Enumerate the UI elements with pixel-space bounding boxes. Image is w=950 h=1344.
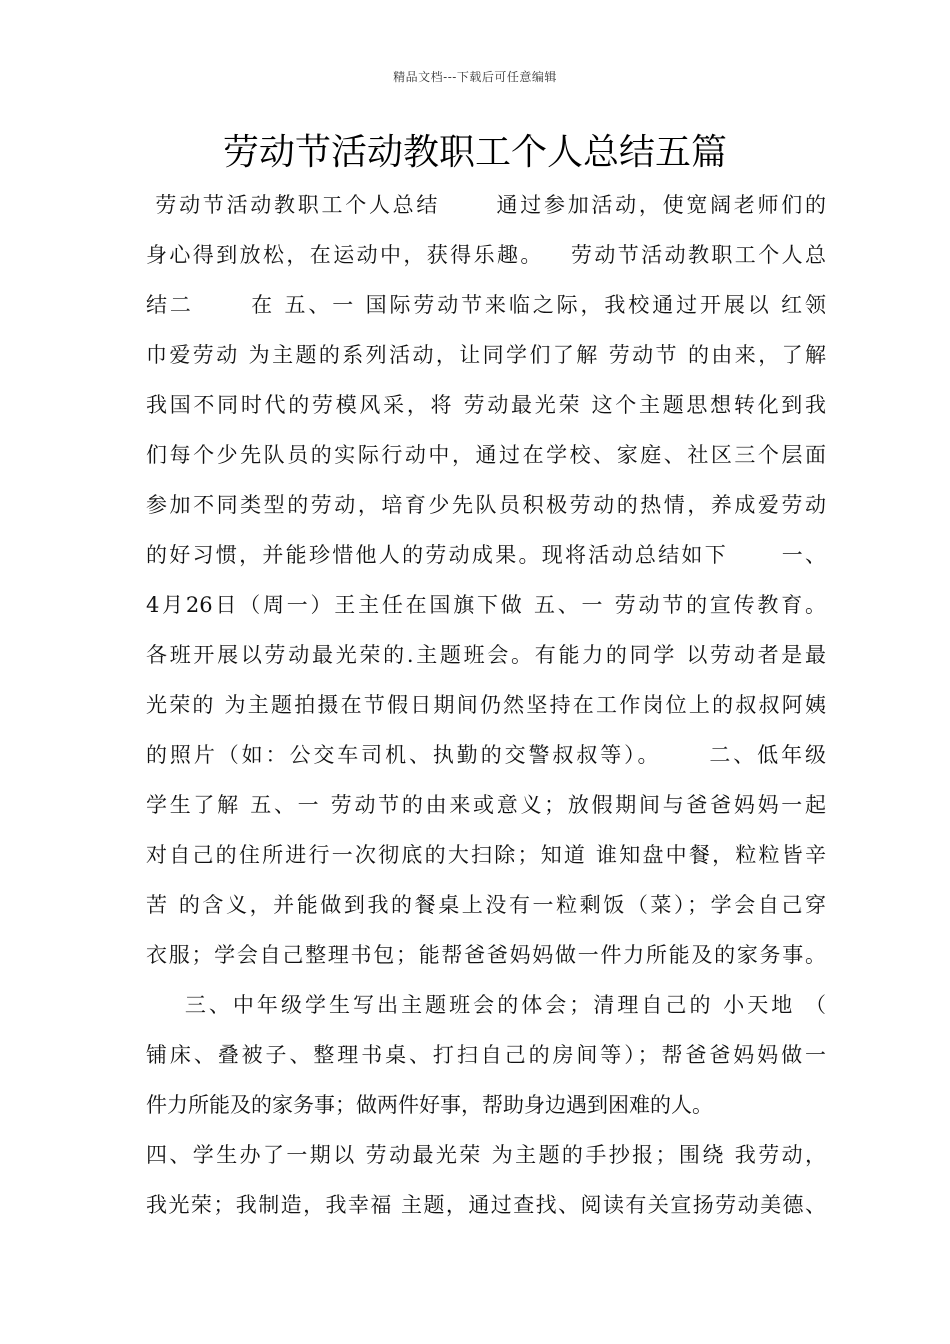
- document-body: [146, 180, 826, 1230]
- body-line: 结二 在 五、一 国际劳动节来临之际，我校通过开展以 红领: [146, 293, 826, 317]
- body-line: 三、中年级学生写出主题班会的体会；清理自己的 小天地 （: [146, 993, 826, 1017]
- body-line: 苦 的含义，并能做到我的餐桌上没有一粒剩饭（菜）；学会自己穿: [146, 893, 826, 917]
- header-note: 精品文档---下载后可任意编辑: [393, 70, 557, 84]
- body-line: 身心得到放松，在运动中，获得乐趣。 劳动节活动教职工个人总: [146, 243, 826, 267]
- body-line: 件力所能及的家务事；做两件好事，帮助身边遇到困难的人。: [146, 1093, 713, 1117]
- body-line: 的好习惯，并能珍惜他人的劳动成果。现将活动总结如下 一、: [146, 543, 826, 567]
- body-line: 衣服；学会自己整理书包；能帮爸爸妈妈做一件力所能及的家务事。: [146, 943, 826, 967]
- body-line: 劳动节活动教职工个人总结 通过参加活动，使宽阔老师们的: [146, 193, 826, 217]
- body-line: 我光荣；我制造，我幸福 主题，通过查找、阅读有关宣扬劳动美德、: [146, 1193, 826, 1217]
- body-line: 的照片（如：公交车司机、执勤的交警叔叔等）。 二、低年级: [146, 743, 826, 767]
- body-line: 光荣的 为主题拍摄在节假日期间仍然坚持在工作岗位上的叔叔阿姨: [146, 693, 826, 717]
- body-line: 各班开展以劳动最光荣的.主题班会。有能力的同学 以劳动者是最: [146, 643, 826, 667]
- body-line: 4月26日（周一）王主任在国旗下做 五、一 劳动节的宣传教育。: [146, 593, 826, 617]
- body-line: 我国不同时代的劳模风采，将 劳动最光荣 这个主题思想转化到我: [146, 393, 826, 417]
- body-line: 参加不同类型的劳动，培育少先队员积极劳动的热情，养成爱劳动: [146, 493, 826, 517]
- body-line: 们每个少先队员的实际行动中，通过在学校、家庭、社区三个层面: [146, 443, 826, 467]
- body-line: 学生了解 五、一 劳动节的由来或意义；放假期间与爸爸妈妈一起: [146, 793, 826, 817]
- body-line: 四、学生办了一期以 劳动最光荣 为主题的手抄报；围绕 我劳动，: [146, 1143, 826, 1167]
- body-line: 对自己的住所进行一次彻底的大扫除；知道 谁知盘中餐，粒粒皆辛: [146, 843, 826, 867]
- document-title: 劳动节活动教职工个人总结五篇: [222, 132, 727, 173]
- body-line: 巾爱劳动 为主题的系列活动，让同学们了解 劳动节 的由来，了解: [146, 343, 826, 367]
- body-line: 铺床、叠被子、整理书桌、打扫自己的房间等）；帮爸爸妈妈做一: [146, 1043, 826, 1067]
